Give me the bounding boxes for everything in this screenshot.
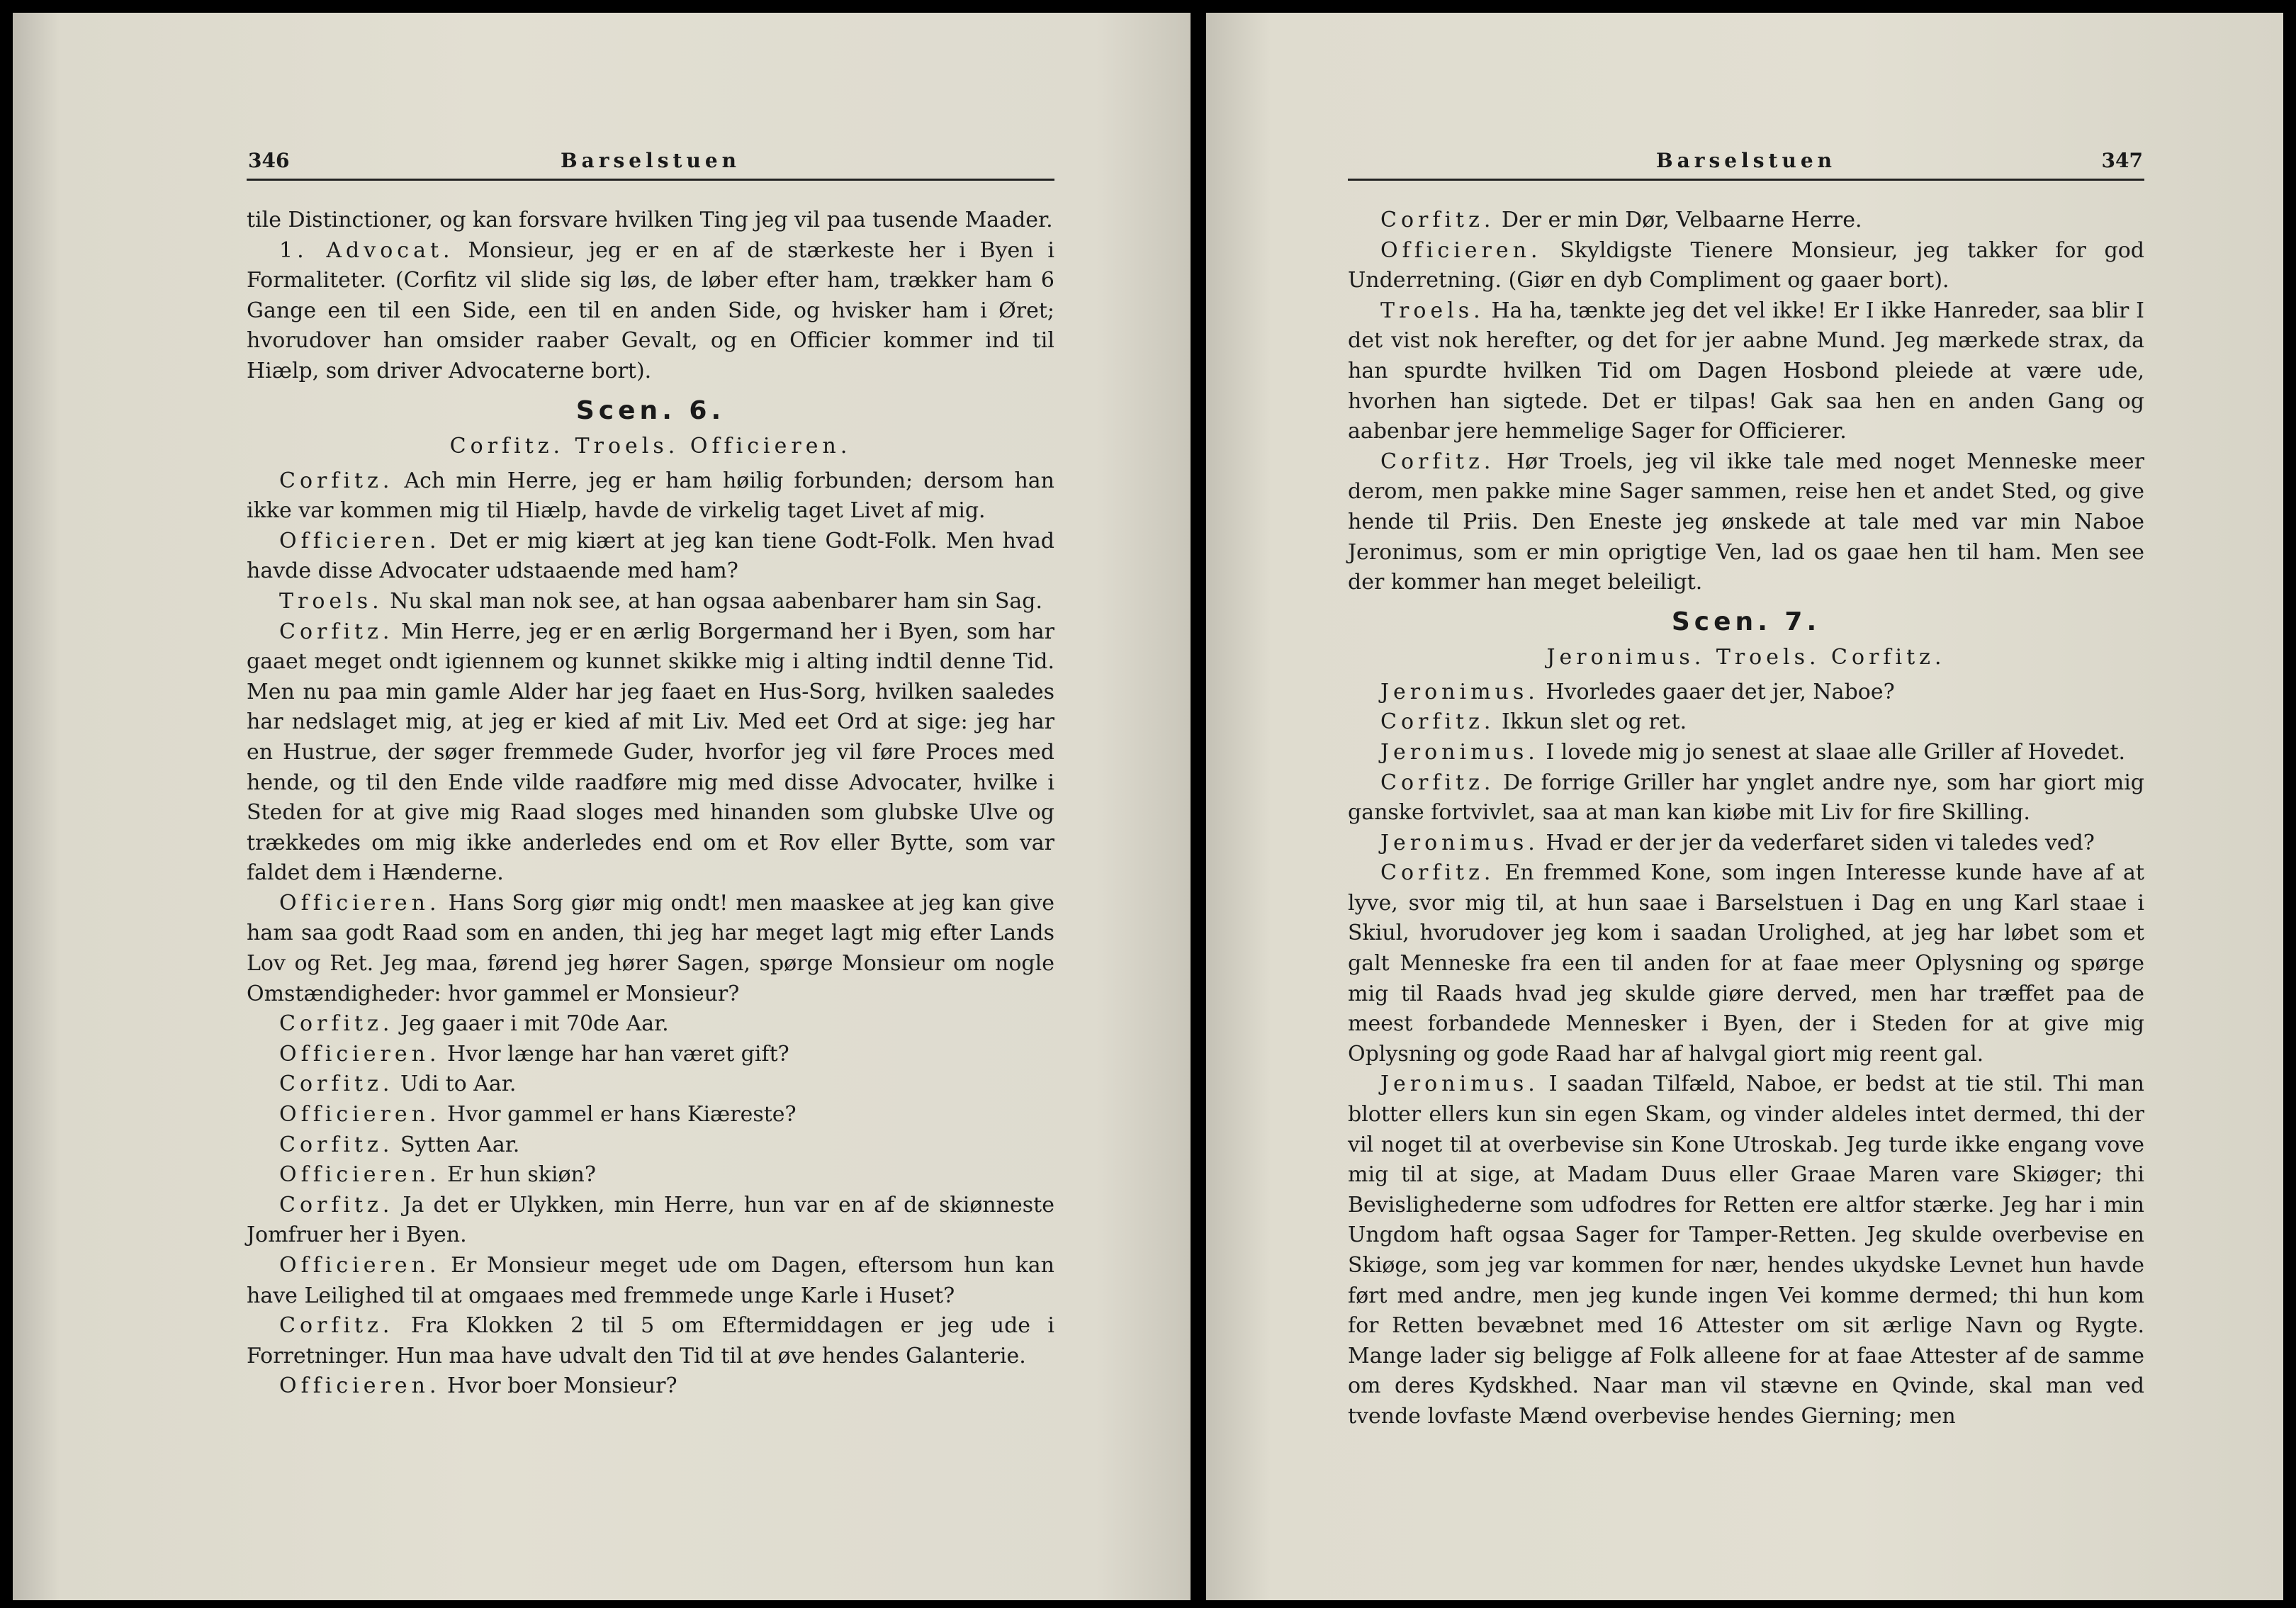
speaker-name: Officieren. [279, 1373, 441, 1399]
right-page-header [1348, 145, 2144, 181]
dialogue-paragraph [247, 1009, 1054, 1040]
paragraph-text: Skyldigste Tienere Monsieur, jeg takker for god Underretning. (Giør en dyb Compliment og gaaer bort). [1348, 237, 2144, 293]
paragraph-text: Der er min Dør, Velbaarne Herre. [1495, 208, 1862, 232]
cast-list: Corfitz. Troels. Officieren. [449, 433, 852, 459]
dialogue-paragraph [247, 206, 1054, 236]
dialogue-paragraph [247, 236, 1054, 387]
speaker-name: Officieren. [279, 1253, 441, 1278]
dialogue-paragraph [247, 1130, 1054, 1161]
dialogue-paragraph [247, 1160, 1054, 1191]
speaker-name: Corfitz. [279, 468, 394, 493]
paragraph-text: Jeg gaaer i mit 70de Aar. [393, 1011, 669, 1037]
paragraph-text: Hør Troels, jeg vil ikke tale med noget Menneske meer derom, men pakke mine Sager sammen, reise hen et andet Sted, og give hende til Priis. Den Eneste jeg ønskede at tale med var min Naboe Jeronimus, som er min oprigtige Ven, lad os gaae hen til ham. Men see der kommer han meget beleiligt. [1348, 449, 2144, 595]
paragraph-text: Ha ha, tænkte jeg det vel ikke! Er I ikke Hanreder, saa blir I det vist nok herefter, og det for jer aabne Mund. Jeg mærkede strax, da han spurdte hvilken Tid om Dagen Hosbond pleiede at være ude, hvorhen han sigtede. Det er tilpas! Gak saa hen en anden Gang og aabenbar jere hemmelige Sager for Officierer. [1348, 298, 2144, 444]
page-number: 346 [248, 149, 290, 172]
paragraph-text: Ja det er Ulykken, min Herre, hun var en af de skiønneste Jomfruer her i Byen. [247, 1192, 1054, 1248]
paragraph-text: Hans Sorg giør mig ondt! men maaskee at jeg kan give ham saa godt Raad som en anden, thi jeg har meget lagt mig efter Lands Lov og Ret. Jeg maa, førend jeg hører Sagen, spørge Monsieur om nogle Omstændigheder: hvor gammel er Monsieur? [247, 890, 1054, 1006]
dialogue-paragraph [247, 466, 1054, 527]
paragraph-text: Er hun skiøn? [440, 1162, 596, 1188]
dialogue-paragraph [247, 1100, 1054, 1130]
scene-heading: Scen. 7. [1671, 607, 1821, 636]
dialogue-paragraph [247, 1251, 1054, 1311]
dialogue-paragraph [247, 889, 1054, 1009]
page-number: 347 [2101, 149, 2143, 172]
cast-list: Jeronimus. Troels. Corfitz. [1546, 644, 1946, 670]
dialogue-paragraph [1348, 707, 2144, 738]
speaker-name: Officieren. [279, 890, 441, 916]
speaker-name: Officieren. [1380, 237, 1542, 263]
dialogue-paragraph [1348, 738, 2144, 768]
speaker-name: Officieren. [279, 528, 441, 553]
speaker-name: Jeronimus. [1380, 739, 1539, 765]
paragraph-text: Det er mig kiært at jeg kan tiene Godt-Folk. Men hvad havde disse Advocater udstaaende med ham? [247, 528, 1054, 584]
speaker-name: 1. Advocat. [279, 237, 454, 263]
paragraph-text: tile Distinctioner, og kan forsvare hvilken Ting jeg vil paa tusende Maader. [247, 208, 1053, 232]
dialogue-paragraph [1348, 206, 2144, 236]
scene-heading: Scen. 6. [575, 395, 726, 425]
speaker-name: Jeronimus. [1380, 830, 1539, 855]
paragraph-text: Hvor gammel er hans Kiæreste? [440, 1102, 797, 1128]
right-page-text [1348, 206, 2144, 1432]
speaker-name: Corfitz. [279, 1313, 394, 1339]
speaker-name: Corfitz. [1380, 449, 1495, 474]
paragraph-text: Fra Klokken 2 til 5 om Eftermiddagen er jeg ude i Forretninger. Hun maa have udvalt den Tid til at øve hendes Galanterie. [247, 1313, 1054, 1368]
dialogue-paragraph [247, 1191, 1054, 1251]
speaker-name: Corfitz. [279, 1072, 394, 1097]
paragraph-text: Ikkun slet og ret. [1495, 709, 1687, 735]
paragraph-text: Sytten Aar. [393, 1132, 520, 1157]
speaker-name: Corfitz. [1380, 709, 1495, 735]
paragraph-text: Nu skal man nok see, at han ogsaa aabenbarer ham sin Sag. [383, 588, 1043, 614]
dialogue-paragraph [1348, 296, 2144, 447]
speaker-name: Troels. [1380, 298, 1485, 323]
dialogue-paragraph [247, 1311, 1054, 1371]
speaker-name: Corfitz. [1380, 208, 1495, 232]
dialogue-paragraph [1348, 858, 2144, 1069]
speaker-name: Corfitz. [1380, 860, 1495, 886]
paragraph-text: Monsieur, jeg er en af de stærkeste her i Byen i Formaliteter. (Corfitz vil slide sig løs, de løber efter ham, trækker ham 6 Gange een til een Side, een til en anden Side, og hvisker ham i Øret; hvorudover han omsider raaber Gevalt, og en Officier kommer ind til Hiælp, som driver Advocaterne bort). [247, 237, 1054, 383]
dialogue-paragraph [1348, 447, 2144, 598]
paragraph-text: I saadan Tilfæld, Naboe, er bedst at tie stil. Thi man blotter ellers kun sin egen Skam, og vinder aldeles intet dermed, thi der vil noget til at overbevise sin Kone Utroskab. Jeg turde ikke engang vove mig til at sige, at Madam Duus eller Graae Maren vare Skiøger; thi Bevislighederne som udfodres for Retten ere altfor stærke. Jeg har i min Ungdom haft ogsaa Sager for Tamper-Retten. Jeg skulde overbevise en Skiøge, som jeg var kommen for nær, hendes ukydske Levnet hun havde ført med andre, men jeg kunde ingen Vei komme dermed; thi hun kom for Retten bevæbnet med 16 Attester om sit ærlige Navn og Rygte. Mange lader sig beligge af Folk alleene for at faae Attester af de samme om deres Kydskhed. Naar man vil stævne en Qvinde, skal man ved tvende lovfaste Mænd overbevise hendes Gierning; men [1348, 1072, 2144, 1429]
speaker-name: Corfitz. [279, 619, 394, 644]
speaker-name: Corfitz. [279, 1192, 394, 1218]
paragraph-text: Hvorledes gaaer det jer, Naboe? [1538, 679, 1895, 704]
speaker-name: Jeronimus. [1380, 679, 1539, 704]
paragraph-text: Udi to Aar. [393, 1072, 517, 1097]
left-page-header [247, 145, 1054, 181]
paragraph-text: Hvor længe har han været gift? [440, 1041, 789, 1067]
running-title: Barselstuen [560, 149, 741, 172]
speaker-name: Corfitz. [279, 1011, 394, 1037]
dialogue-paragraph [247, 587, 1054, 617]
paragraph-text: Ach min Herre, jeg er ham høilig forbunden; dersom han ikke var kommen mig til Hiælp, havde de virkelig taget Livet af mig. [247, 468, 1054, 524]
speaker-name: Jeronimus. [1380, 1072, 1539, 1097]
speaker-name: Corfitz. [279, 1132, 394, 1157]
running-title: Barselstuen [1655, 149, 1836, 172]
paragraph-text: Min Herre, jeg er en ærlig Borgermand her i Byen, som har gaaet meget ondt igiennem og kunnet skikke mig i alting indtil denne Tid. Men nu paa min gamle Alder har jeg faaet en Hus-Sorg, hvilken saaledes har nedslaget mig, at jeg er kied af mit Liv. Med eet Ord at sige: jeg har en Hustrue, der søger fremmede Guder, hvorfor jeg vil føre Proces med hende, og til den Ende vilde raadføre mig med disse Advocater, hvilke i Steden for at give mig Raad sloges med hinanden som glubske Ulve og trækkedes om mig ikke anderledes end om et Rov eller Bytte, som var faldet dem i Hænderne. [247, 619, 1054, 886]
speaker-name: Corfitz. [1380, 770, 1495, 795]
dialogue-paragraph [247, 1040, 1054, 1070]
dialogue-paragraph [1348, 678, 2144, 708]
speaker-name: Officieren. [279, 1041, 441, 1067]
dialogue-paragraph [247, 1069, 1054, 1100]
left-page-text [247, 206, 1054, 1402]
paragraph-text: Hvor boer Monsieur? [440, 1373, 677, 1399]
dialogue-paragraph [1348, 1069, 2144, 1432]
dialogue-paragraph [247, 527, 1054, 587]
dialogue-paragraph [1348, 768, 2144, 828]
speaker-name: Officieren. [279, 1162, 441, 1188]
dialogue-paragraph [247, 617, 1054, 889]
dialogue-paragraph [1348, 828, 2144, 859]
left-page [13, 13, 1191, 1600]
dialogue-paragraph [247, 1371, 1054, 1402]
paragraph-text: Hvad er der jer da vederfaret siden vi taledes ved? [1538, 830, 2095, 855]
right-page [1206, 13, 2283, 1600]
speaker-name: Officieren. [279, 1102, 441, 1128]
paragraph-text: En fremmed Kone, som ingen Interesse kunde have af at lyve, svor mig til, at hun saae i Barselstuen i Dag en ung Karl staae i Skiul, hvorudover jeg kom i saadan Urolighed, at jeg har løbet som et galt Menneske fra een til anden for at faae meer Oplysning og spørge mig til Raads hvad jeg skulde giøre derved, men har træffet paa de meest forbandede Mennesker i Byen, der i Steden for at give mig Oplysning og gode Raad har af halvgal giort mig reent gal. [1348, 860, 2144, 1067]
paragraph-text: De forrige Griller har ynglet andre nye, som har giort mig ganske fortvivlet, saa at man kan kiøbe mit Liv for fire Skilling. [1348, 770, 2144, 826]
paragraph-text: Er Monsieur meget ude om Dagen, eftersom hun kan have Leilighed til at omgaaes med fremmede unge Karle i Huset? [247, 1253, 1054, 1308]
speaker-name: Troels. [279, 588, 383, 614]
paragraph-text: I lovede mig jo senest at slaae alle Griller af Hovedet. [1538, 739, 2126, 765]
dialogue-paragraph [1348, 236, 2144, 296]
